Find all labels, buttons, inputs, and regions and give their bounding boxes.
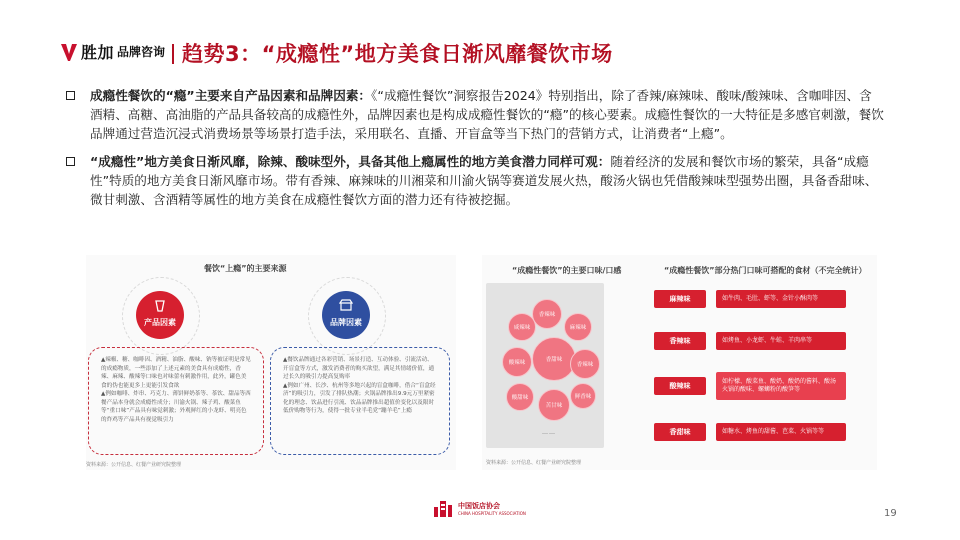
square-bullet-icon (66, 157, 75, 166)
header (0, 0, 960, 80)
flavor-tag: 酸辣味 (654, 377, 706, 395)
flavor-bubble: 苦甘味 (538, 389, 570, 421)
title-divider (172, 44, 174, 64)
bullet-list (64, 86, 884, 218)
source-note: 资料来源：公开信息、红餐产业研究院整理 (86, 462, 182, 468)
panel-title: 餐饮“上瘾”的主要来源 (204, 264, 287, 273)
flavor-bubble: 酸甜味 (506, 383, 534, 411)
flavor-tag: 香甜味 (654, 423, 706, 441)
bullet-heading: “成瘾性”地方美食日渐风靡，除辣、酸味型外，具备其他上瘾属性的地方美食潜力同样可观： (90, 154, 611, 169)
flavor-bubble: 酸辣味 (502, 347, 532, 377)
product-factor-badge (136, 291, 184, 339)
drink-icon (153, 299, 167, 313)
flavor-bubble: 香辣味 (532, 299, 562, 329)
flavor-bubble: 咸辣味 (508, 313, 536, 341)
page-title: 趋势3：“成瘾性”地方美食日渐风靡餐饮市场 (182, 42, 613, 66)
flavor-tag: 香辣味 (654, 332, 706, 350)
product-factor-label: 产品因素 (144, 318, 176, 327)
flavor-bubble: 鲜香味 (570, 383, 596, 409)
bullet-item (64, 152, 884, 209)
bullet-item (64, 86, 884, 143)
logo-sub: 品牌咨询 (117, 45, 166, 59)
brand-logo (60, 40, 165, 63)
flavor-bubble-chart (486, 283, 604, 448)
page-number: 19 (884, 508, 897, 519)
ingredient-bar: 如牛肉、毛肚、虾等、金针小酥肉等 (716, 290, 846, 308)
more-dots: …… (542, 429, 556, 436)
square-bullet-icon (66, 91, 75, 100)
flavor-bubble: 香辣味 (570, 349, 600, 379)
brand-factor-text: ▲餐饮品牌通过各彩营销、场景打造、互动体验、引流活动、开盲盒等方式，激发消费者的购买欲望，满足其情绪价值，通过长久的吸引力提高复购率 ▲例如广州、长沙、杭州等多地兴起的盲盒咖啡，借合“盲盒经济”的吸引力，引发了排队热潮；火锅品牌推出9.9元万里紧密化的理念、饮品进行引流、饮品品牌推出超值价变化以及限时低价购物等行为，使得一批专业半毛党“蹦羊毛”上瘾 (270, 347, 450, 455)
ingredient-bar: 如糖水、烤鱼的甜酱、芭菜、火锅等等 (716, 423, 846, 441)
flavor-title: “成瘾性餐饮”的主要口味/口感 (512, 266, 622, 275)
addiction-sources-panel (86, 255, 456, 470)
ingredient-bar: 如烤鱼、小龙虾、牛蛙、羊肉串等 (716, 332, 846, 350)
brand-factor-badge (322, 291, 370, 339)
v-logo-icon (60, 42, 78, 62)
flavor-bubble: 麻辣味 (564, 313, 592, 341)
product-factor-text: ▲辣椒、糖、咖啡因、酒精、油脂、酸味、钠等被证明是常见的成瘾物质，一些添加了上述元素的美食具有成瘾性，香辣、麻辣、酸辣等口味也对味蕾有刺激作用，此外，罐色美食的伪也能更多上更能引发食欲 ▲例如咖啡、炸串、巧克力、薄饼鲜奶茶等、茶饮、甜品等西餐产品本身就会成瘾性成分；川渝火锅、辣子鸡、酸菜鱼等“重口味”产品具有味觉刺激；外观鲜红的小龙虾、明亮色的炸鸡等产品具有视觉吸引力 (88, 347, 264, 455)
logo-main: 胜加 (81, 43, 115, 62)
footer-org: 中国饭店协会 (458, 501, 500, 510)
bullet-text: 《“成瘾性餐饮”洞察报告2024》特别指出，除了香辣/麻辣味、酸味/酸辣味、含咖啡因、含酒精、高糖、高油脂的产品具备较高的成瘾性外，品牌因素也是构成成瘾性餐饮的“瘾”的核心要素。成瘾性餐饮的一大特征是多感官刺激，餐饮品牌通过营造沉浸式消费场景等场景打造手法，采用联名、直播、开盲盒等当下热门的营销方式，让消费者“上瘾”。 (90, 88, 884, 141)
bullet-heading: 成瘾性餐饮的“瘾”主要来自产品因素和品牌因素： (90, 88, 372, 103)
ingredient-title: “成瘾性餐饮”部分热门口味可搭配的食材（不完全统计） (664, 266, 867, 275)
footer-org-en: CHINA HOSPITALITY ASSOCIATION (458, 510, 526, 516)
brand-factor-label: 品牌因素 (330, 318, 362, 327)
bullet-text: 随着经济的发展和餐饮市场的繁荣，具备“成瘾性”特质的地方美食日渐风靡市场。带有香辣、麻辣味的川湘菜和川渝火锅等赛道发展火热，酸汤火锅也凭借酸辣味型强势出圈，具备香甜味、微甘刺激、含酒精等属性的地方美食在成瘾性餐饮方面的潜力还有待被挖掘。 (90, 154, 878, 207)
source-note: 资料来源：公开信息、红餐产业研究院整理 (486, 460, 582, 466)
flavor-tag: 麻辣味 (654, 290, 706, 308)
store-icon (339, 299, 353, 311)
ingredient-bar: 如柠檬、酸菜鱼、酸奶、酸奶的酱料、酸汤火锅的酸味、螺蛳粉的酸笋等 (716, 372, 846, 400)
footer-logo (432, 497, 526, 519)
building-logo-icon (432, 497, 454, 519)
flavor-bubble: 香甜味 (532, 337, 576, 381)
